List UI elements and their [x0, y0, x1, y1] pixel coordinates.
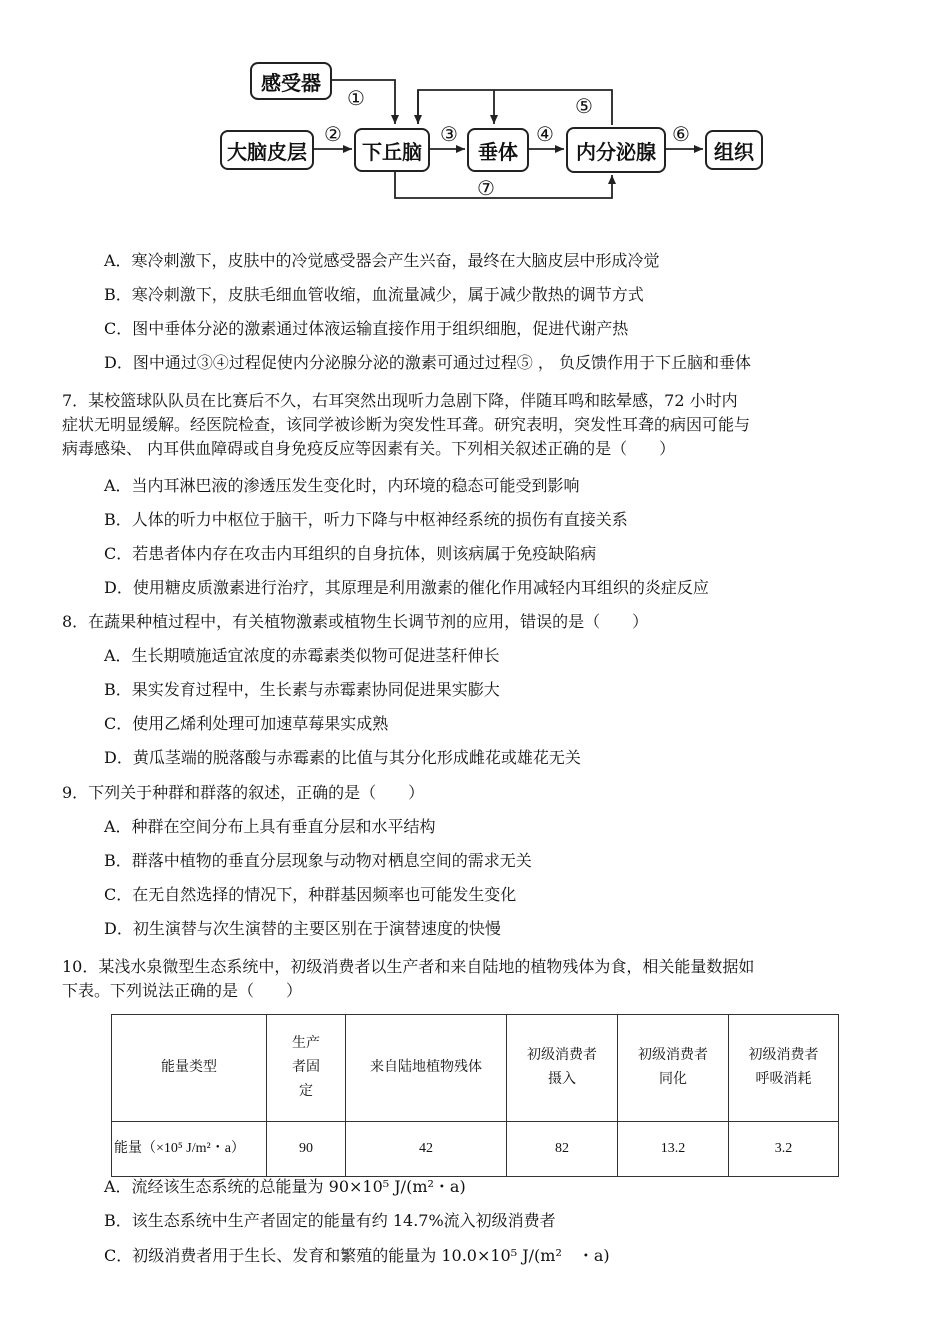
- q7-stem-line-3: 病毒感染、 内耳供血障碍或自身免疫反应等因素有关。下列相关叙述正确的是（ ）: [62, 439, 676, 458]
- header-intake-line-1: 初级消费者: [527, 1048, 597, 1063]
- table-header-cell: [267, 1015, 346, 1122]
- label-7: ⑦: [477, 176, 495, 200]
- q9-option-d: D．初生演替与次生演替的主要区别在于演替速度的快慢: [104, 919, 501, 938]
- node-tissue: 组织: [705, 130, 763, 170]
- q10-stem-line-2: 下表。下列说法正确的是（ ）: [62, 981, 303, 1000]
- node-cerebral-cortex: 大脑皮层: [220, 130, 314, 170]
- q10-option-a: A．流经该生态系统的总能量为 90×10⁵ J/(m²・a): [104, 1177, 466, 1196]
- q9-option-b: B．群落中植物的垂直分层现象与动物对栖息空间的需求无关: [104, 851, 532, 870]
- q6-option-a: A．寒冷刺激下，皮肤中的冷觉感受器会产生兴奋，最终在大脑皮层中形成冷觉: [104, 251, 660, 270]
- header-assimilation-line-2: 同化: [659, 1072, 687, 1087]
- value-land-residue: 42: [346, 1122, 507, 1177]
- q8-option-a: A．生长期喷施适宜浓度的赤霉素类似物可促进茎秆伸长: [104, 646, 500, 665]
- table-header-cell: [112, 1015, 267, 1122]
- value-assimilation: 13.2: [618, 1122, 729, 1177]
- header-energy-type: 能量类型: [161, 1060, 217, 1075]
- header-producer-line-3: 定: [299, 1084, 313, 1099]
- q8-option-d: D．黄瓜茎端的脱落酸与赤霉素的比值与其分化形成雌花或雄花无关: [104, 748, 581, 767]
- label-6: ⑥: [672, 122, 690, 146]
- q6-option-b: B．寒冷刺激下，皮肤毛细血管收缩，血流量减少，属于减少散热的调节方式: [104, 285, 644, 304]
- table-header-cell: [618, 1015, 729, 1122]
- q6-option-c: C．图中垂体分泌的激素通过体液运输直接作用于组织细胞，促进代谢产热: [104, 319, 629, 338]
- q9-stem: 9．下列关于种群和群落的叙述，正确的是（ ）: [62, 783, 425, 802]
- header-respiration-line-2: 呼吸消耗: [755, 1072, 812, 1087]
- table-header-cell: [507, 1015, 618, 1122]
- node-hypothalamus: 下丘脑: [354, 128, 430, 172]
- q7-option-b: B．人体的听力中枢位于脑干，听力下降与中枢神经系统的损伤有直接关系: [104, 510, 628, 529]
- q7-stem-line-1: 7．某校篮球队队员在比赛后不久，右耳突然出现听力急剧下降，伴随耳鸣和眩晕感，72 小时内: [62, 391, 738, 410]
- label-1: ①: [347, 86, 365, 110]
- row-label: 能量（×10⁵ J/m²・a）: [112, 1122, 267, 1177]
- q10-option-c: C．初级消费者用于生长、发育和繁殖的能量为 10.0×10⁵ J/(m² ・a): [104, 1246, 610, 1265]
- table-header-row: [112, 1015, 839, 1122]
- q10-option-b: B．该生态系统中生产者固定的能量有约 14.7%流入初级消费者: [104, 1211, 556, 1230]
- label-3: ③: [440, 122, 458, 146]
- header-producer-line-1: 生产: [292, 1036, 320, 1051]
- table-row: [112, 1122, 839, 1177]
- value-intake: 82: [507, 1122, 618, 1177]
- header-respiration-line-1: 初级消费者: [748, 1048, 819, 1063]
- q8-option-b: B．果实发育过程中，生长素与赤霉素协同促进果实膨大: [104, 680, 500, 699]
- label-2: ②: [324, 122, 342, 146]
- q8-stem: 8．在蔬果种植过程中，有关植物激素或植物生长调节剂的应用，错误的是（ ）: [62, 612, 649, 631]
- header-assimilation-line-1: 初级消费者: [638, 1048, 708, 1063]
- q7-stem-line-2: 症状无明显缓解。经医院检查，该同学被诊断为突发性耳聋。研究表明，突发性耳聋的病因可能与: [62, 415, 751, 434]
- value-producer: 90: [267, 1122, 346, 1177]
- q9-option-a: A．种群在空间分布上具有垂直分层和水平结构: [104, 817, 436, 836]
- q7-option-d: D．使用糖皮质激素进行治疗，其原理是利用激素的催化作用减轻内耳组织的炎症反应: [104, 578, 709, 597]
- q10-stem-line-1: 10．某浅水泉微型生态系统中，初级消费者以生产者和来自陆地的植物残体为食，相关能量数据如: [62, 957, 755, 976]
- header-intake-line-2: 摄入: [548, 1072, 576, 1087]
- node-receptor: 感受器: [250, 62, 332, 100]
- q7-option-a: A．当内耳淋巴液的渗透压发生变化时，内环境的稳态可能受到影响: [104, 476, 580, 495]
- q6-option-d: D．图中通过③④过程促使内分泌腺分泌的激素可通过过程⑤ ， 负反馈作用于下丘脑和垂体: [104, 353, 752, 372]
- node-pituitary: 垂体: [467, 128, 529, 172]
- label-5: ⑤: [575, 94, 593, 118]
- header-land-residue: 来自陆地植物残体: [370, 1060, 482, 1075]
- table-header-cell: [346, 1015, 507, 1122]
- q7-option-c: C．若患者体内存在攻击内耳组织的自身抗体，则该病属于免疫缺陷病: [104, 544, 597, 563]
- arrow-7: [395, 172, 612, 198]
- value-respiration: 3.2: [729, 1122, 839, 1177]
- thermoregulation-diagram: [200, 50, 780, 220]
- q8-option-c: C．使用乙烯利处理可加速草莓果实成熟: [104, 714, 389, 733]
- header-producer-line-2: 者固: [292, 1060, 320, 1075]
- table-header-cell: [729, 1015, 839, 1122]
- energy-table: [111, 1014, 839, 1177]
- node-endocrine-gland: 内分泌腺: [566, 127, 666, 173]
- q9-option-c: C．在无自然选择的情况下，种群基因频率也可能发生变化: [104, 885, 517, 904]
- label-4: ④: [536, 122, 554, 146]
